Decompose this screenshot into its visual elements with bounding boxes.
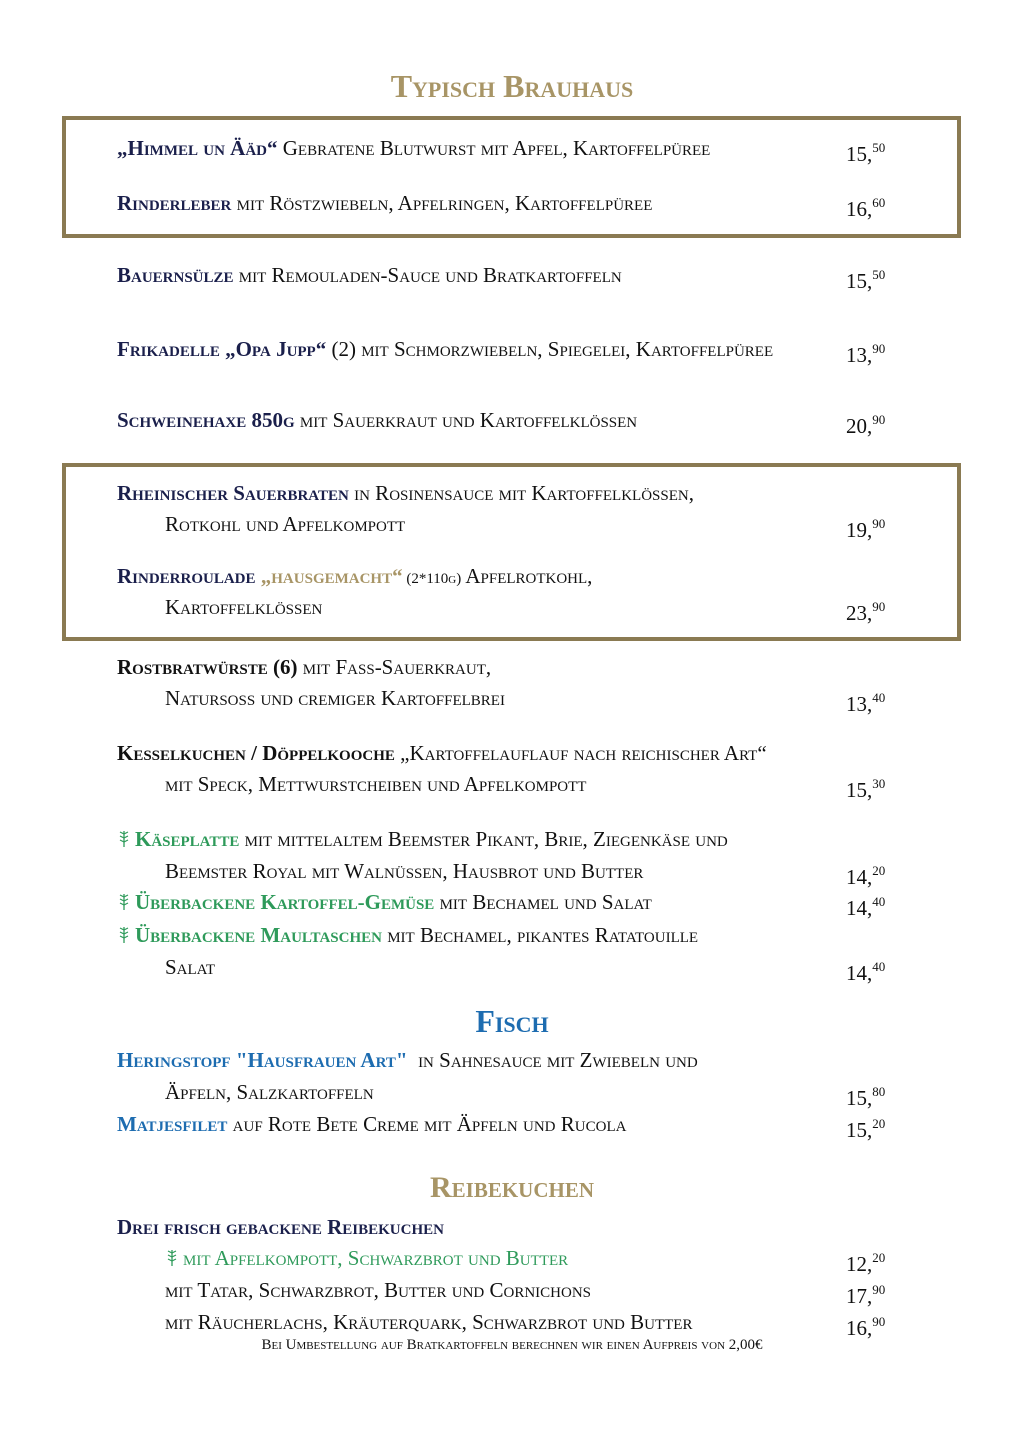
price-schweinehaxe	[846, 407, 885, 439]
price-main: 13,	[846, 692, 873, 716]
menu-item-rinderroulade	[117, 563, 592, 592]
price-maultaschen	[846, 954, 885, 986]
price-main: 15,	[846, 778, 873, 802]
reibekuchen-option-2: mit Tatar, Schwarzbrot, Butter und Cornichons	[165, 1278, 592, 1302]
menu-item-rinderroulade-line2: Kartoffelklößen	[165, 595, 323, 619]
price-cents: 90	[872, 516, 886, 531]
item-desc: Apfelrotkohl,	[461, 564, 593, 588]
price-main: 14,	[846, 896, 873, 920]
price-main: 15,	[846, 142, 873, 166]
item-name: Rostbratwürste (6)	[117, 655, 298, 679]
price-rinderleber	[846, 190, 885, 222]
price-kesselkuchen	[846, 771, 885, 803]
item-name: Überbackene Maultaschen	[135, 923, 382, 947]
price-cents: 90	[872, 412, 886, 427]
price-frikadelle	[846, 336, 885, 368]
price-main: 15,	[846, 269, 873, 293]
price-cents: 20	[872, 1250, 886, 1265]
item-name: Frikadelle „Opa Jupp“	[117, 337, 327, 361]
price-cents: 60	[872, 195, 886, 210]
price-rostbratwuerste	[846, 685, 885, 717]
menu-item-kaeseplatte-line2: Beemster Royal mit Walnüssen, Hausbrot und Butter	[165, 859, 644, 883]
item-name: Bauernsülze	[117, 263, 234, 287]
reibekuchen-option-1	[165, 1245, 568, 1271]
reibekuchen-option-3: mit Räucherlachs, Kräuterquark, Schwarzbrot und Butter	[165, 1310, 693, 1334]
price-cents: 90	[872, 1282, 886, 1297]
item-desc: (2) mit Schmorzwiebeln, Spiegelei, Kartoffelpüree	[326, 337, 774, 361]
item-desc: mit Bechamel, pikantes Ratatouille	[381, 923, 699, 947]
item-desc: mit Sauerkraut und Kartoffelklößen	[294, 408, 638, 432]
price-cents: 40	[872, 690, 886, 705]
price-main: 14,	[846, 961, 873, 985]
item-name: Schweinehaxe 850g	[117, 408, 295, 432]
footer-note: Bei Umbestellung auf Bratkartoffeln berechnen wir einen Aufpreis von 2,00€	[261, 1337, 763, 1353]
item-name-highlight: „hausgemacht“	[260, 564, 403, 588]
item-name: „Himmel un Ääd“	[117, 136, 278, 160]
price-himmel	[846, 135, 885, 167]
item-name: Matjesfilet	[117, 1112, 228, 1136]
item-desc: „Kartoffelauflauf nach reichischer Art“	[394, 741, 767, 765]
price-sauerbraten	[846, 511, 885, 543]
item-name: Heringstopf "Hausfrauen Art"	[117, 1048, 408, 1072]
price-main: 23,	[846, 601, 873, 625]
price-reibekuchen-2	[846, 1277, 885, 1309]
menu-item-kaeseplatte	[117, 826, 728, 852]
item-name: Überbackene Kartoffel-Gemüse	[135, 890, 435, 914]
item-desc: auf Rote Bete Creme mit Äpfeln und Rucola	[227, 1112, 627, 1136]
item-desc: in Rosinensauce mit Kartoffelklößen,	[348, 481, 694, 505]
item-name: Rheinischer Sauerbraten	[117, 481, 349, 505]
leaf-icon	[117, 893, 131, 911]
leaf-icon	[117, 926, 131, 944]
menu-item-maultaschen	[117, 922, 698, 948]
item-note: (2*110g)	[402, 571, 462, 587]
item-desc: in Sahnesauce mit Zwiebeln und	[407, 1048, 698, 1072]
item-desc: Gebratene Blutwurst mit Apfel, Kartoffelpüree	[277, 136, 711, 160]
item-desc: mit mittelaltem Beemster Pikant, Brie, Ziegenkäse und	[239, 827, 728, 851]
price-kartoffel-gemuese	[846, 889, 885, 921]
price-cents: 20	[872, 1116, 886, 1131]
menu-item-rinderleber	[117, 190, 652, 216]
menu-item-heringstopf	[117, 1047, 698, 1073]
price-main: 19,	[846, 518, 873, 542]
price-cents: 90	[872, 341, 886, 356]
price-main: 15,	[846, 1086, 873, 1110]
price-main: 15,	[846, 1118, 873, 1142]
menu-item-maultaschen-line2: Salat	[165, 955, 216, 979]
price-main: 16,	[846, 197, 873, 221]
price-reibekuchen-1	[846, 1245, 885, 1277]
item-name: Rinderroulade	[117, 564, 261, 588]
item-desc: mit Fass-Sauerkraut,	[297, 655, 492, 679]
price-heringstopf	[846, 1079, 885, 1111]
price-cents: 50	[872, 267, 886, 282]
item-name: Rinderleber	[117, 191, 232, 215]
price-cents: 40	[872, 959, 886, 974]
menu-item-sauerbraten	[117, 480, 694, 506]
price-cents: 30	[872, 776, 886, 791]
section-title-typisch-brauhaus: Typisch Brauhaus	[390, 68, 634, 104]
price-cents: 40	[872, 894, 886, 909]
menu-item-schweinehaxe	[117, 407, 637, 433]
price-cents: 90	[872, 599, 886, 614]
price-rinderroulade	[846, 594, 885, 626]
menu-item-himmel-un-aad	[117, 135, 710, 161]
price-cents: 90	[872, 1314, 886, 1329]
menu-item-rostbratwuerste-line2: Natursoß und cremiger Kartoffelbrei	[165, 686, 505, 710]
item-name: Drei frisch gebackene Reibekuchen	[117, 1215, 444, 1239]
price-matjesfilet	[846, 1111, 885, 1143]
price-cents: 20	[872, 863, 886, 878]
price-cents: 80	[872, 1084, 886, 1099]
menu-item-heringstopf-line2: Äpfeln, Salzkartoffeln	[165, 1080, 374, 1104]
section-title-fisch: Fisch	[475, 1003, 549, 1039]
menu-item-bauernsuelze	[117, 262, 622, 288]
price-cents: 50	[872, 140, 886, 155]
item-desc: mit Bechamel und Salat	[434, 890, 652, 914]
item-desc: mit Remouladen-Sauce und Bratkartoffeln	[233, 263, 622, 287]
item-desc: mit Röstzwiebeln, Apfelringen, Kartoffelpüree	[231, 191, 653, 215]
menu-item-matjesfilet	[117, 1111, 626, 1137]
price-bauernsuelze	[846, 262, 885, 294]
leaf-icon	[117, 830, 131, 848]
price-kaeseplatte	[846, 858, 885, 890]
menu-item-frikadelle	[117, 336, 773, 362]
price-main: 20,	[846, 414, 873, 438]
menu-item-sauerbraten-line2: Rotkohl und Apfelkompott	[165, 512, 406, 536]
menu-item-rostbratwuerste	[117, 654, 491, 680]
item-name: Kesselkuchen / Döppelkooche	[117, 741, 395, 765]
price-main: 12,	[846, 1252, 873, 1276]
price-main: 14,	[846, 865, 873, 889]
option-text: mit Apfelkompott, Schwarzbrot und Butter	[183, 1246, 569, 1270]
reibekuchen-heading	[117, 1214, 444, 1240]
menu-item-kesselkuchen-line2: mit Speck, Mettwurstcheiben und Apfelkompott	[165, 772, 587, 796]
leaf-icon	[165, 1249, 179, 1267]
price-main: 13,	[846, 343, 873, 367]
price-main: 17,	[846, 1284, 873, 1308]
price-main: 16,	[846, 1316, 873, 1340]
item-name: Käseplatte	[135, 827, 240, 851]
menu-item-kesselkuchen	[117, 740, 767, 766]
menu-item-kartoffel-gemuese	[117, 889, 652, 915]
section-title-reibekuchen: Reibekuchen	[429, 1171, 595, 1204]
